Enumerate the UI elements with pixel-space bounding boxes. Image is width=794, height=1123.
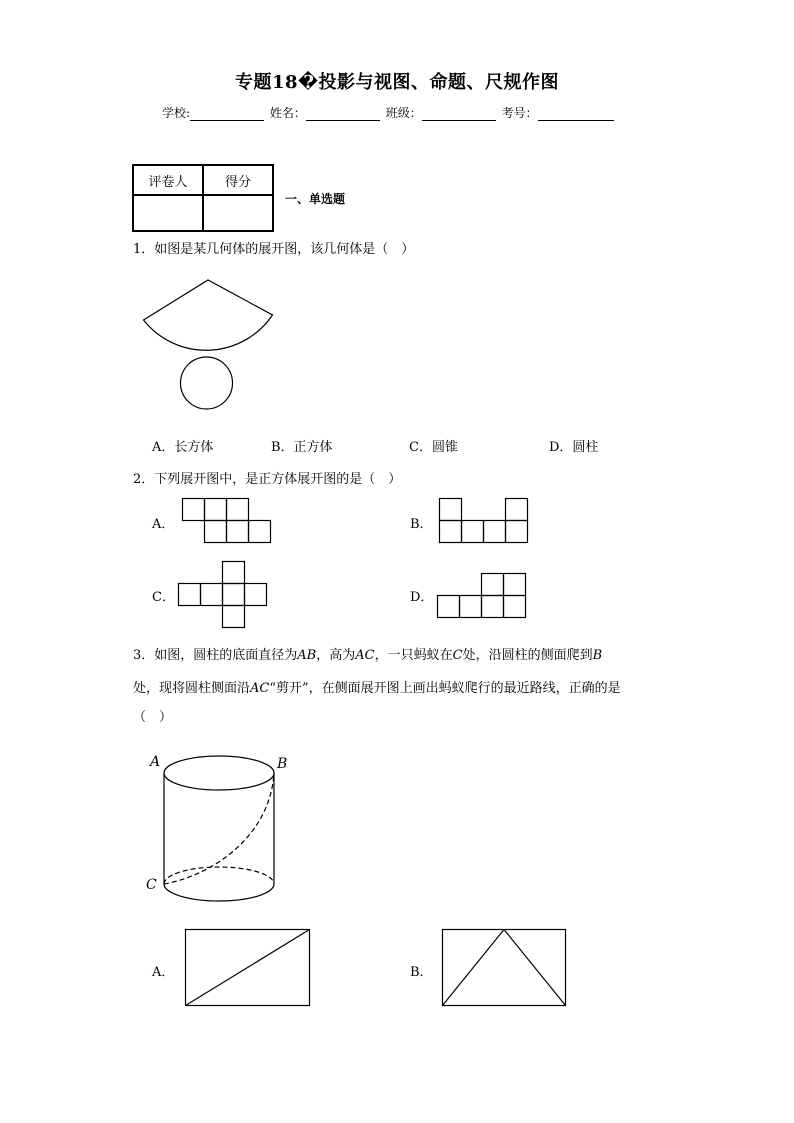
cylinder-bottom-front-arc xyxy=(164,884,274,901)
q2-net-b xyxy=(439,498,529,544)
grader-header: 评卷人 xyxy=(133,165,203,195)
q3-text-1d: 处，沿圆柱的侧面爬到 xyxy=(462,648,593,663)
score-table xyxy=(132,164,274,232)
q3-text-2a: 处，现将圆柱侧面沿 xyxy=(133,681,251,696)
sector-shape xyxy=(144,280,273,350)
q3-text-1b: ，高为 xyxy=(316,648,356,663)
name-label: 姓名： xyxy=(269,106,306,120)
q2-net-a xyxy=(182,498,272,544)
section-title: 一、单选题 xyxy=(285,192,346,206)
page-title: 专题18�投影与视图、命题、尺规作图 xyxy=(234,72,560,93)
q3-math-ab: AB xyxy=(297,648,317,663)
name-blank xyxy=(306,108,380,121)
q2-net-c xyxy=(178,561,270,629)
q3-line-2 xyxy=(133,677,621,696)
student-info-line xyxy=(162,104,616,121)
cylinder-bottom-back-arc xyxy=(164,867,274,884)
class-label: 班级： xyxy=(385,106,422,120)
q2-label-c[interactable]: C． xyxy=(152,590,175,605)
exam-no-blank xyxy=(538,108,614,121)
q3-label-b[interactable]: B． xyxy=(410,965,433,980)
q1-option-a[interactable]: A．长方体 xyxy=(152,440,214,455)
point-c-label: C xyxy=(146,877,157,893)
school-blank xyxy=(190,108,264,121)
q2-label-a[interactable]: A． xyxy=(152,517,175,532)
q3-text-2b: “剪开”，在侧面展开图上画出蚂蚁爬行的最近路线，正确的是 xyxy=(269,681,621,696)
score-header: 得分 xyxy=(203,165,273,195)
point-b-label: B xyxy=(277,756,288,772)
q1-option-b[interactable]: B．正方体 xyxy=(271,440,333,455)
q1-net-figure xyxy=(135,270,285,420)
score-cell xyxy=(203,195,273,231)
q3-label-a[interactable]: A． xyxy=(152,965,175,980)
q2-label-b[interactable]: B． xyxy=(410,517,433,532)
q3-cylinder-figure xyxy=(140,748,300,908)
q3-option-b-figure xyxy=(442,929,568,1007)
q1-stem: 1．如图是某几何体的展开图，该几何体是（ ） xyxy=(133,242,415,257)
q3-math-ac-2: AC xyxy=(250,681,270,696)
q3-math-ac: AC xyxy=(355,648,375,663)
cylinder-top-ellipse xyxy=(164,756,274,790)
grader-cell xyxy=(133,195,203,231)
q1-option-d[interactable]: D．圆柱 xyxy=(549,440,599,455)
q3-line-1 xyxy=(133,644,602,663)
class-blank xyxy=(422,108,496,121)
base-circle xyxy=(181,357,233,409)
q3-line-3: （ ） xyxy=(133,710,173,725)
school-label: 学校: xyxy=(162,106,191,120)
q3-option-a-figure xyxy=(185,929,311,1007)
q3-math-c: C xyxy=(452,648,463,663)
q3-math-b: B xyxy=(592,648,603,663)
q2-net-d xyxy=(437,573,527,619)
q1-option-c[interactable]: C．圆锥 xyxy=(409,440,458,455)
q3-text-1a: 3．如图，圆柱的底面直径为 xyxy=(133,648,298,663)
q2-label-d[interactable]: D． xyxy=(410,590,434,605)
point-a-label: A xyxy=(150,754,161,770)
q2-stem: 2．下列展开图中，是正方体展开图的是（ ） xyxy=(133,472,402,487)
exam-no-label: 考号： xyxy=(501,106,538,120)
q3-text-1c: ，一只蚂蚁在 xyxy=(374,648,453,663)
